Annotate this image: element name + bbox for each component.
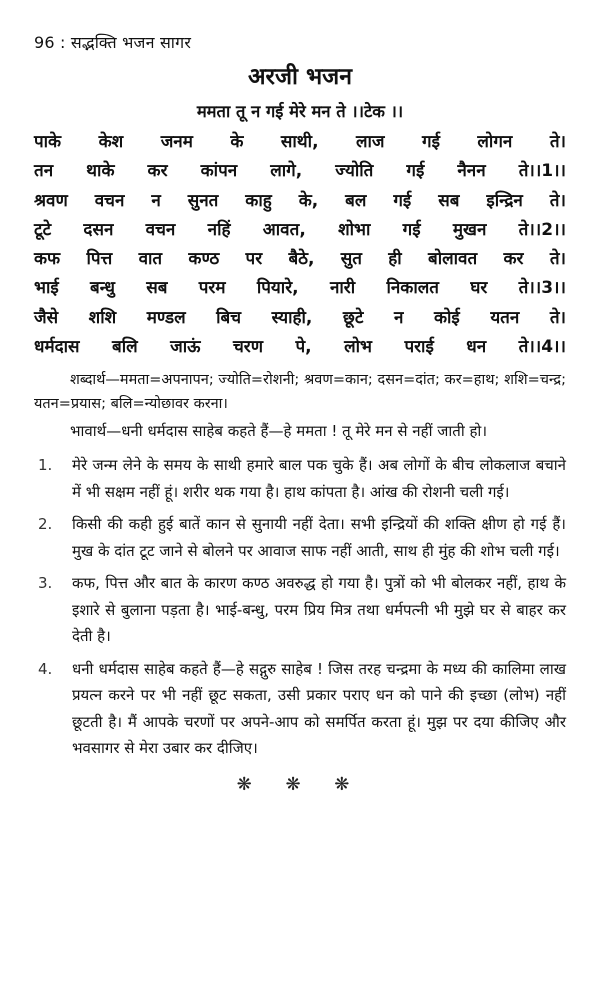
verse-word: न: [393, 307, 404, 328]
verse-block: [34, 128, 566, 362]
verse-word: ते।।3।।: [518, 278, 566, 299]
verse-word: गई: [393, 190, 412, 211]
bhavarth-paragraph: भावार्थ—धनी धर्मदास साहेब कहते हैं—हे ममता ! तू मेरे मन से नहीं जाती हो।: [70, 422, 488, 441]
verse-word: कर: [147, 161, 168, 182]
item-text: कफ, पित्त और बात के कारण कण्ठ अवरुद्ध हो गया है। पुत्रों को भी बोलकर नहीं, हाथ के इशारे से बुलाना पड़ता है। भाई-बन्धु, परम प्रिय मित्र तथा धर्मपत्नी भी मुझे घर से बाहर कर देती है।: [72, 574, 566, 646]
verse-word: शोभा: [338, 219, 371, 240]
verse-word: पराई: [404, 337, 434, 358]
verse-word: कर: [503, 249, 524, 270]
verse-word: ते।: [549, 190, 566, 211]
end-ornament: ❋ ❋ ❋: [236, 773, 364, 795]
verse-word: लागे,: [270, 161, 303, 182]
verse-line: [34, 245, 566, 274]
item-text: मेरे जन्म लेने के समय के साथी हमारे बाल पक चुके हैं। अब लोगों के बीच लोकलाज बचाने में भी सक्षम नहीं हूं। शरीर थक गया है। हाथ कांपता है। आंख की रोशनी चली गई।: [72, 456, 566, 501]
item-number: 3.: [38, 574, 53, 593]
verse-word: बैठे,: [288, 249, 315, 270]
tek-line: ममता तू न गई मेरे मन ते ।।टेक ।।: [196, 102, 404, 121]
verse-line: [34, 304, 566, 333]
verse-line: [34, 157, 566, 186]
verse-word: के: [230, 132, 244, 152]
verse-word: ते।।2।।: [518, 219, 566, 240]
verse-word: भाई: [34, 278, 59, 299]
verse-word: बोलावत: [428, 249, 478, 270]
running-head: 96 : सद्भक्ति भजन सागर: [34, 33, 192, 52]
verse-word: काहु: [245, 190, 272, 211]
item-text: किसी की कही हुई बातें कान से सुनायी नहीं देता। सभी इन्द्रियों की शक्ति क्षीण हो गई हैं। मुख के दांत टूट जाने से बोलने पर आवाज साफ नहीं आती, साथ ही मुंह की शोभ चली गई।: [72, 515, 566, 560]
verse-word: वात: [138, 249, 163, 270]
verse-word: बन्धु: [90, 278, 115, 299]
verse-line: [34, 216, 566, 245]
item-text: धनी धर्मदास साहेब कहते हैं—हे सद्गुरु साहेब ! जिस तरह चन्द्रमा के मध्य की कालिमा लाख प्रयत्न करने पर भी नहीं छूट सकता, उसी प्रकार पराए धन को पाने की इच्छा (लोभ) नहीं छूटती है। मैं आपके चरणों पर अपने-आप को समर्पित करता हूं। मुझ पर दया कीजिए और भवसागर से मेरा उबार कर दीजिए।: [72, 659, 566, 758]
verse-word: ही: [388, 249, 402, 270]
verse-line: [34, 333, 566, 362]
verse-word: बिच: [216, 307, 242, 328]
list-item: [34, 511, 566, 564]
verse-word: धर्मदास: [34, 337, 80, 358]
verse-word: बल: [345, 190, 367, 211]
verse-line: [34, 274, 566, 303]
verse-word: निकालत: [386, 278, 439, 299]
verse-word: ते।।4।।: [518, 337, 566, 358]
item-number: 1.: [38, 456, 53, 475]
verse-word: दसन: [83, 219, 114, 240]
item-number: 4.: [38, 659, 53, 678]
verse-word: नहिं: [207, 219, 231, 240]
verse-word: सुत: [340, 249, 362, 270]
verse-word: स्याही,: [271, 307, 313, 328]
verse-word: कण्ठ: [188, 249, 220, 270]
verse-word: न: [151, 190, 161, 211]
verse-word: कांपन: [200, 161, 238, 182]
verse-word: नैनन: [457, 161, 486, 182]
verse-word: कफ: [34, 249, 61, 270]
verse-word: जनम: [160, 132, 193, 152]
verse-word: बलि: [112, 337, 138, 358]
verse-word: मुखन: [452, 219, 487, 240]
verse-line: [34, 187, 566, 216]
list-item: [34, 656, 566, 762]
glossary-paragraph: शब्दार्थ—ममता=अपनापन; ज्योति=रोशनी; श्रवण=कान; दसन=दांत; कर=हाथ; शशि=चन्द्र; यतन=प्रयास; बलि=न्योछावर करना।: [34, 372, 566, 413]
verse-word: श्रवण: [34, 190, 68, 211]
verse-word: पित्त: [86, 249, 113, 270]
verse-word: पियारे,: [256, 278, 299, 299]
verse-word: लोभ: [344, 337, 372, 358]
verse-word: नारी: [329, 278, 356, 299]
verse-word: धन: [466, 337, 487, 358]
verse-word: केश: [98, 132, 124, 152]
verse-word: यतन: [490, 307, 520, 328]
verse-word: ते।: [549, 132, 566, 152]
verse-word: छूटे: [342, 307, 364, 328]
list-item: [34, 452, 566, 505]
verse-word: परम: [198, 278, 226, 299]
verse-word: गई: [422, 132, 440, 152]
verse-word: गई: [402, 219, 421, 240]
verse-word: सब: [438, 190, 460, 211]
verse-word: लोगन: [477, 132, 513, 152]
verse-word: सुनत: [187, 190, 219, 211]
verse-word: ते।: [549, 249, 566, 270]
verse-word: के,: [298, 190, 319, 211]
verse-line: [34, 128, 566, 157]
verse-word: शशि: [88, 307, 117, 328]
verse-word: सब: [146, 278, 168, 299]
verse-word: ज्योति: [335, 161, 374, 182]
verse-word: जाऊं: [170, 337, 201, 358]
verse-word: पाके: [34, 132, 62, 152]
verse-word: घर: [470, 278, 488, 299]
verse-word: पे,: [295, 337, 312, 358]
verse-word: आवत,: [262, 219, 306, 240]
verse-word: चरण: [232, 337, 264, 358]
verse-word: ते।: [549, 307, 566, 328]
verse-word: मण्डल: [146, 307, 186, 328]
verse-word: कोई: [433, 307, 460, 328]
verse-word: गई: [406, 161, 425, 182]
verse-word: जैसे: [34, 307, 59, 328]
verse-word: लाज: [356, 132, 385, 152]
verse-word: साथी,: [280, 132, 319, 152]
list-item: [34, 570, 566, 650]
verse-word: थाके: [86, 161, 115, 182]
explanation-list: [34, 452, 566, 762]
item-number: 2.: [38, 515, 53, 534]
verse-word: ते।।1।।: [518, 161, 566, 182]
verse-word: इन्द्रिन: [486, 190, 523, 211]
verse-word: वचन: [145, 219, 176, 240]
verse-word: तन: [34, 161, 54, 182]
bhajan-title: अरजी भजन: [247, 64, 352, 90]
verse-word: वचन: [94, 190, 125, 211]
verse-word: टूटे: [34, 219, 52, 240]
verse-word: पर: [245, 249, 263, 270]
